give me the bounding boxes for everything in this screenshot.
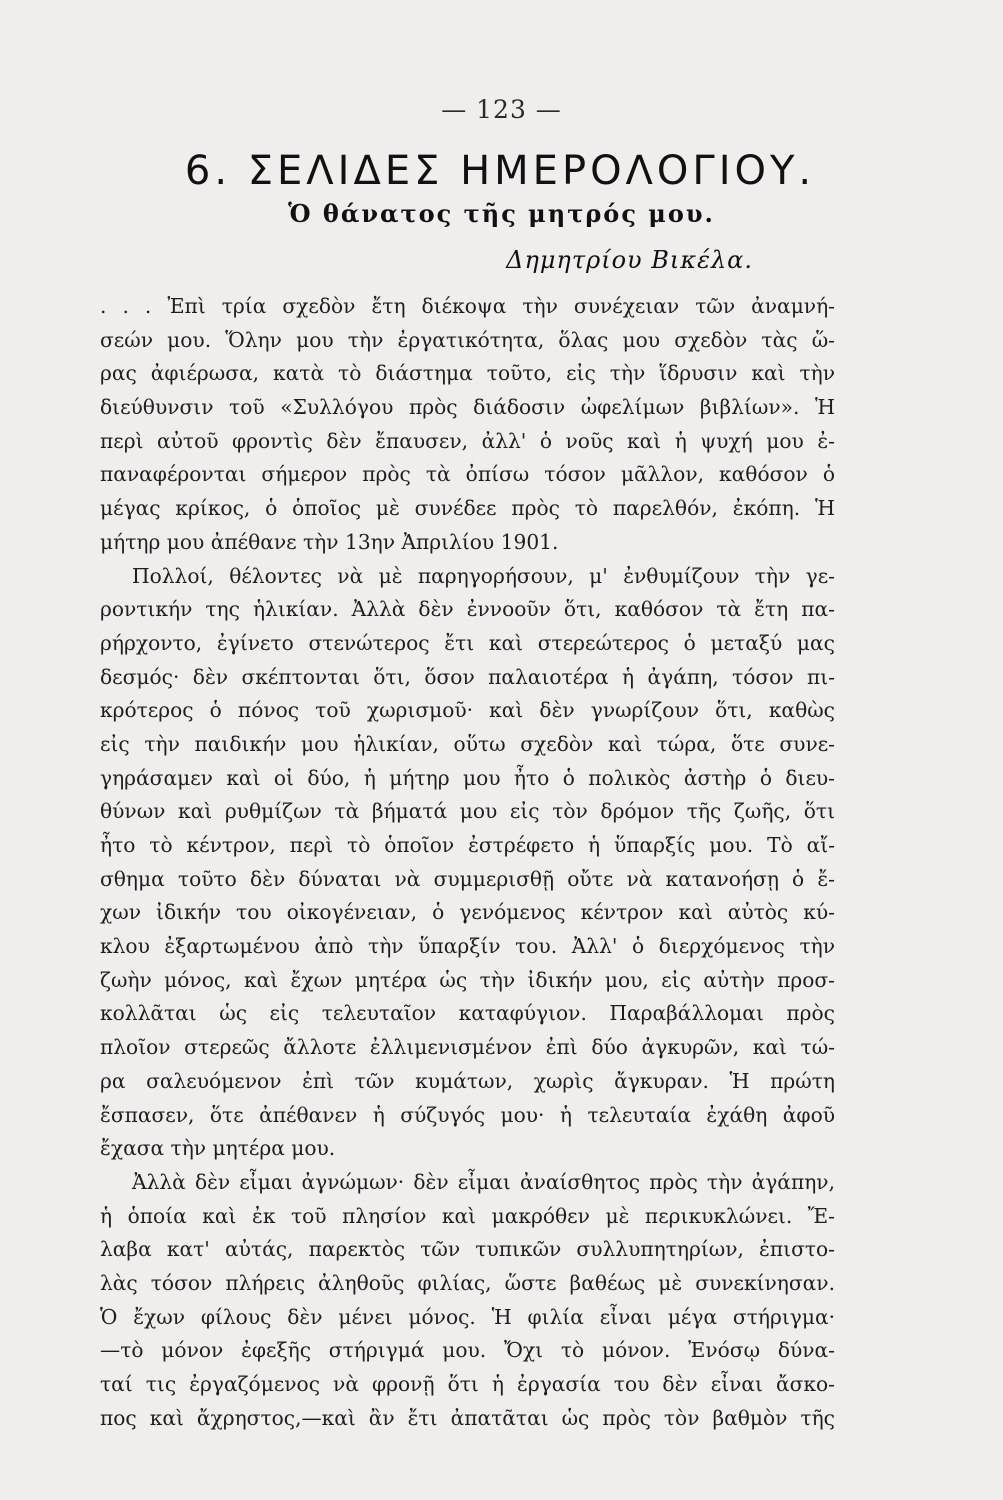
text-line: πος καὶ ἄχρηστος,—καὶ ἂν ἔτι ἀπατᾶται ὡς πρὸς τὸν βαθμὸν τῆς <box>100 1405 835 1430</box>
text-line: παναφέρονται σήμερον πρὸς τὰ ὀπίσω τόσον μᾶλλον, καθόσον ὁ <box>100 462 835 487</box>
text-line: ζωὴν μόνος, καὶ ἔχων μητέρα ὡς τὴν ἰδικήν μου, εἰς αὐτὴν προσ- <box>100 967 835 992</box>
body-text <box>100 290 835 1435</box>
text-line: ταί τις ἐργαζόμενος νὰ φρονῇ ὅτι ἡ ἐργασία του δὲν εἶναι ἄσκο- <box>100 1372 835 1396</box>
text-line: σθημα τοῦτο δὲν δύναται νὰ συμμερισθῇ οὔτε νὰ κατανοήσῃ ὁ ἔ- <box>100 866 835 891</box>
text-line: μήτηρ μου ἀπέθανε τὴν 13ην Ἀπριλίου 1901. <box>100 529 559 554</box>
text-line: λαβα κατ' αὐτάς, παρεκτὸς τῶν τυπικῶν συλλυπητηρίων, ἐπιστο- <box>100 1237 835 1262</box>
text-line: λὰς τόσον πλήρεις ἀληθοῦς φιλίας, ὥστε βαθέως μὲ συνεκίνησαν. <box>100 1270 835 1295</box>
text-line: μέγας κρίκος, ὁ ὁποῖος μὲ συνέδεε πρὸς τὸ παρελθόν, ἐκόπη. Ἡ <box>100 496 835 521</box>
text-line: κλου ἐξαρτωμένου ἀπὸ τὴν ὕπαρξίν του. Ἀλλ' ὁ διερχόμενος τὴν <box>100 934 835 959</box>
text-line: διεύθυνσιν τοῦ «Συλλόγου πρὸς διάδοσιν ὠφελίμων βιβλίων». Ἡ <box>100 395 835 420</box>
text-line: κολλᾶται ὡς εἰς τελευταῖον καταφύγιον. Παραβάλλομαι πρὸς <box>100 1001 835 1026</box>
text-line: γηράσαμεν καὶ οἱ δύο, ἡ μήτηρ μου ἦτο ὁ πολικὸς ἀστὴρ ὁ διευ- <box>100 765 835 790</box>
text-line: χων ἰδικήν του οἰκογένειαν, ὁ γενόμενος κέντρον καὶ αὐτὸς κύ- <box>100 900 835 925</box>
text-line: περὶ αὐτοῦ φροντὶς δὲν ἔπαυσεν, ἀλλ' ὁ νοῦς καὶ ἡ ψυχή μου ἐ- <box>100 428 835 453</box>
text-line: Πολλοί, θέλοντες νὰ μὲ παρηγορήσουν, μ' ἐνθυμίζουν τὴν γε- <box>132 563 835 588</box>
text-line: Ὁ ἔχων φίλους δὲν μένει μόνος. Ἡ φιλία εἶναι μέγα στήριγμα· <box>100 1304 835 1329</box>
text-line: ρα σαλευόμενον ἐπὶ τῶν κυμάτων, χωρὶς ἄγκυραν. Ἡ πρώτη <box>100 1068 835 1093</box>
text-line: . . . Ἐπὶ τρία σχεδὸν ἔτη διέκοψα τὴν συνέχειαν τῶν ἀναμνή- <box>100 294 835 318</box>
author-name: Δημητρίου Βικέλα. <box>506 246 753 274</box>
text-line: ἡ ὁποία καὶ ἐκ τοῦ πλησίον καὶ μακρόθεν μὲ περικυκλώνει. Ἔ- <box>100 1203 835 1228</box>
text-line: ρήρχοντο, ἐγίνετο στενώτερος ἔτι καὶ στερεώτερος ὁ μεταξύ μας <box>100 630 835 655</box>
text-line: κρότερος ὁ πόνος τοῦ χωρισμοῦ· καὶ δὲν γνωρίζουν ὅτι, καθὼς <box>100 698 835 723</box>
text-line: εἰς τὴν παιδικήν μου ἡλικίαν, οὕτω σχεδὸν καὶ τώρα, ὅτε συνε- <box>100 731 835 756</box>
article-title: Ὁ θάνατος τῆς μητρός μου. <box>288 199 715 228</box>
text-line: πλοῖον στερεῶς ἄλλοτε ἐλλιμενισμένον ἐπὶ δύο ἀγκυρῶν, καὶ τώ- <box>100 1035 835 1060</box>
text-line: ρας ἀφιέρωσα, κατὰ τὸ διάστημα τοῦτο, εἰς τὴν ἵδρυσιν καὶ τὴν <box>100 361 835 386</box>
text-line: δεσμός· δὲν σκέπτονται ὅτι, ὅσον παλαιοτέρα ἡ ἀγάπη, τόσον πι- <box>100 664 835 689</box>
text-line: ἔχασα τὴν μητέρα μου. <box>100 1136 336 1161</box>
text-line: σεών μου. Ὅλην μου τὴν ἐργατικότητα, ὅλας μου σχεδὸν τὰς ὥ- <box>100 327 835 352</box>
text-line: —τὸ μόνον ἐφεξῆς στήριγμά μου. Ὄχι τὸ μόνον. Ἐνόσῳ δύνα- <box>100 1338 835 1363</box>
text-line: ἔσπασεν, ὅτε ἀπέθανεν ἡ σύζυγός μου· ἡ τελευταία ἐχάθη ἀφοῦ <box>100 1102 835 1127</box>
text-line: θύνων καὶ ρυθμίζων τὰ βήματά μου εἰς τὸν δρόμον τῆς ζωῆς, ὅτι <box>100 799 835 824</box>
text-line: ροντικήν της ἡλικίαν. Ἀλλὰ δὲν ἐννοοῦν ὅτι, καθόσον τὰ ἔτη πα- <box>100 597 835 622</box>
text-line: ἦτο τὸ κέντρον, περὶ τὸ ὁποῖον ἐστρέφετο ἡ ὕπαρξίς μου. Τὸ αἴ- <box>100 833 835 857</box>
section-title: 6. ΣΕΛΙΔΕΣ ΗΜΕΡΟΛΟΓΙΟΥ. <box>184 148 816 194</box>
page-number: — 123 — <box>441 95 562 124</box>
text-line: Ἀλλὰ δὲν εἶμαι ἀγνώμων· δὲν εἶμαι ἀναίσθητος πρὸς τὴν ἀγάπην, <box>132 1169 835 1194</box>
